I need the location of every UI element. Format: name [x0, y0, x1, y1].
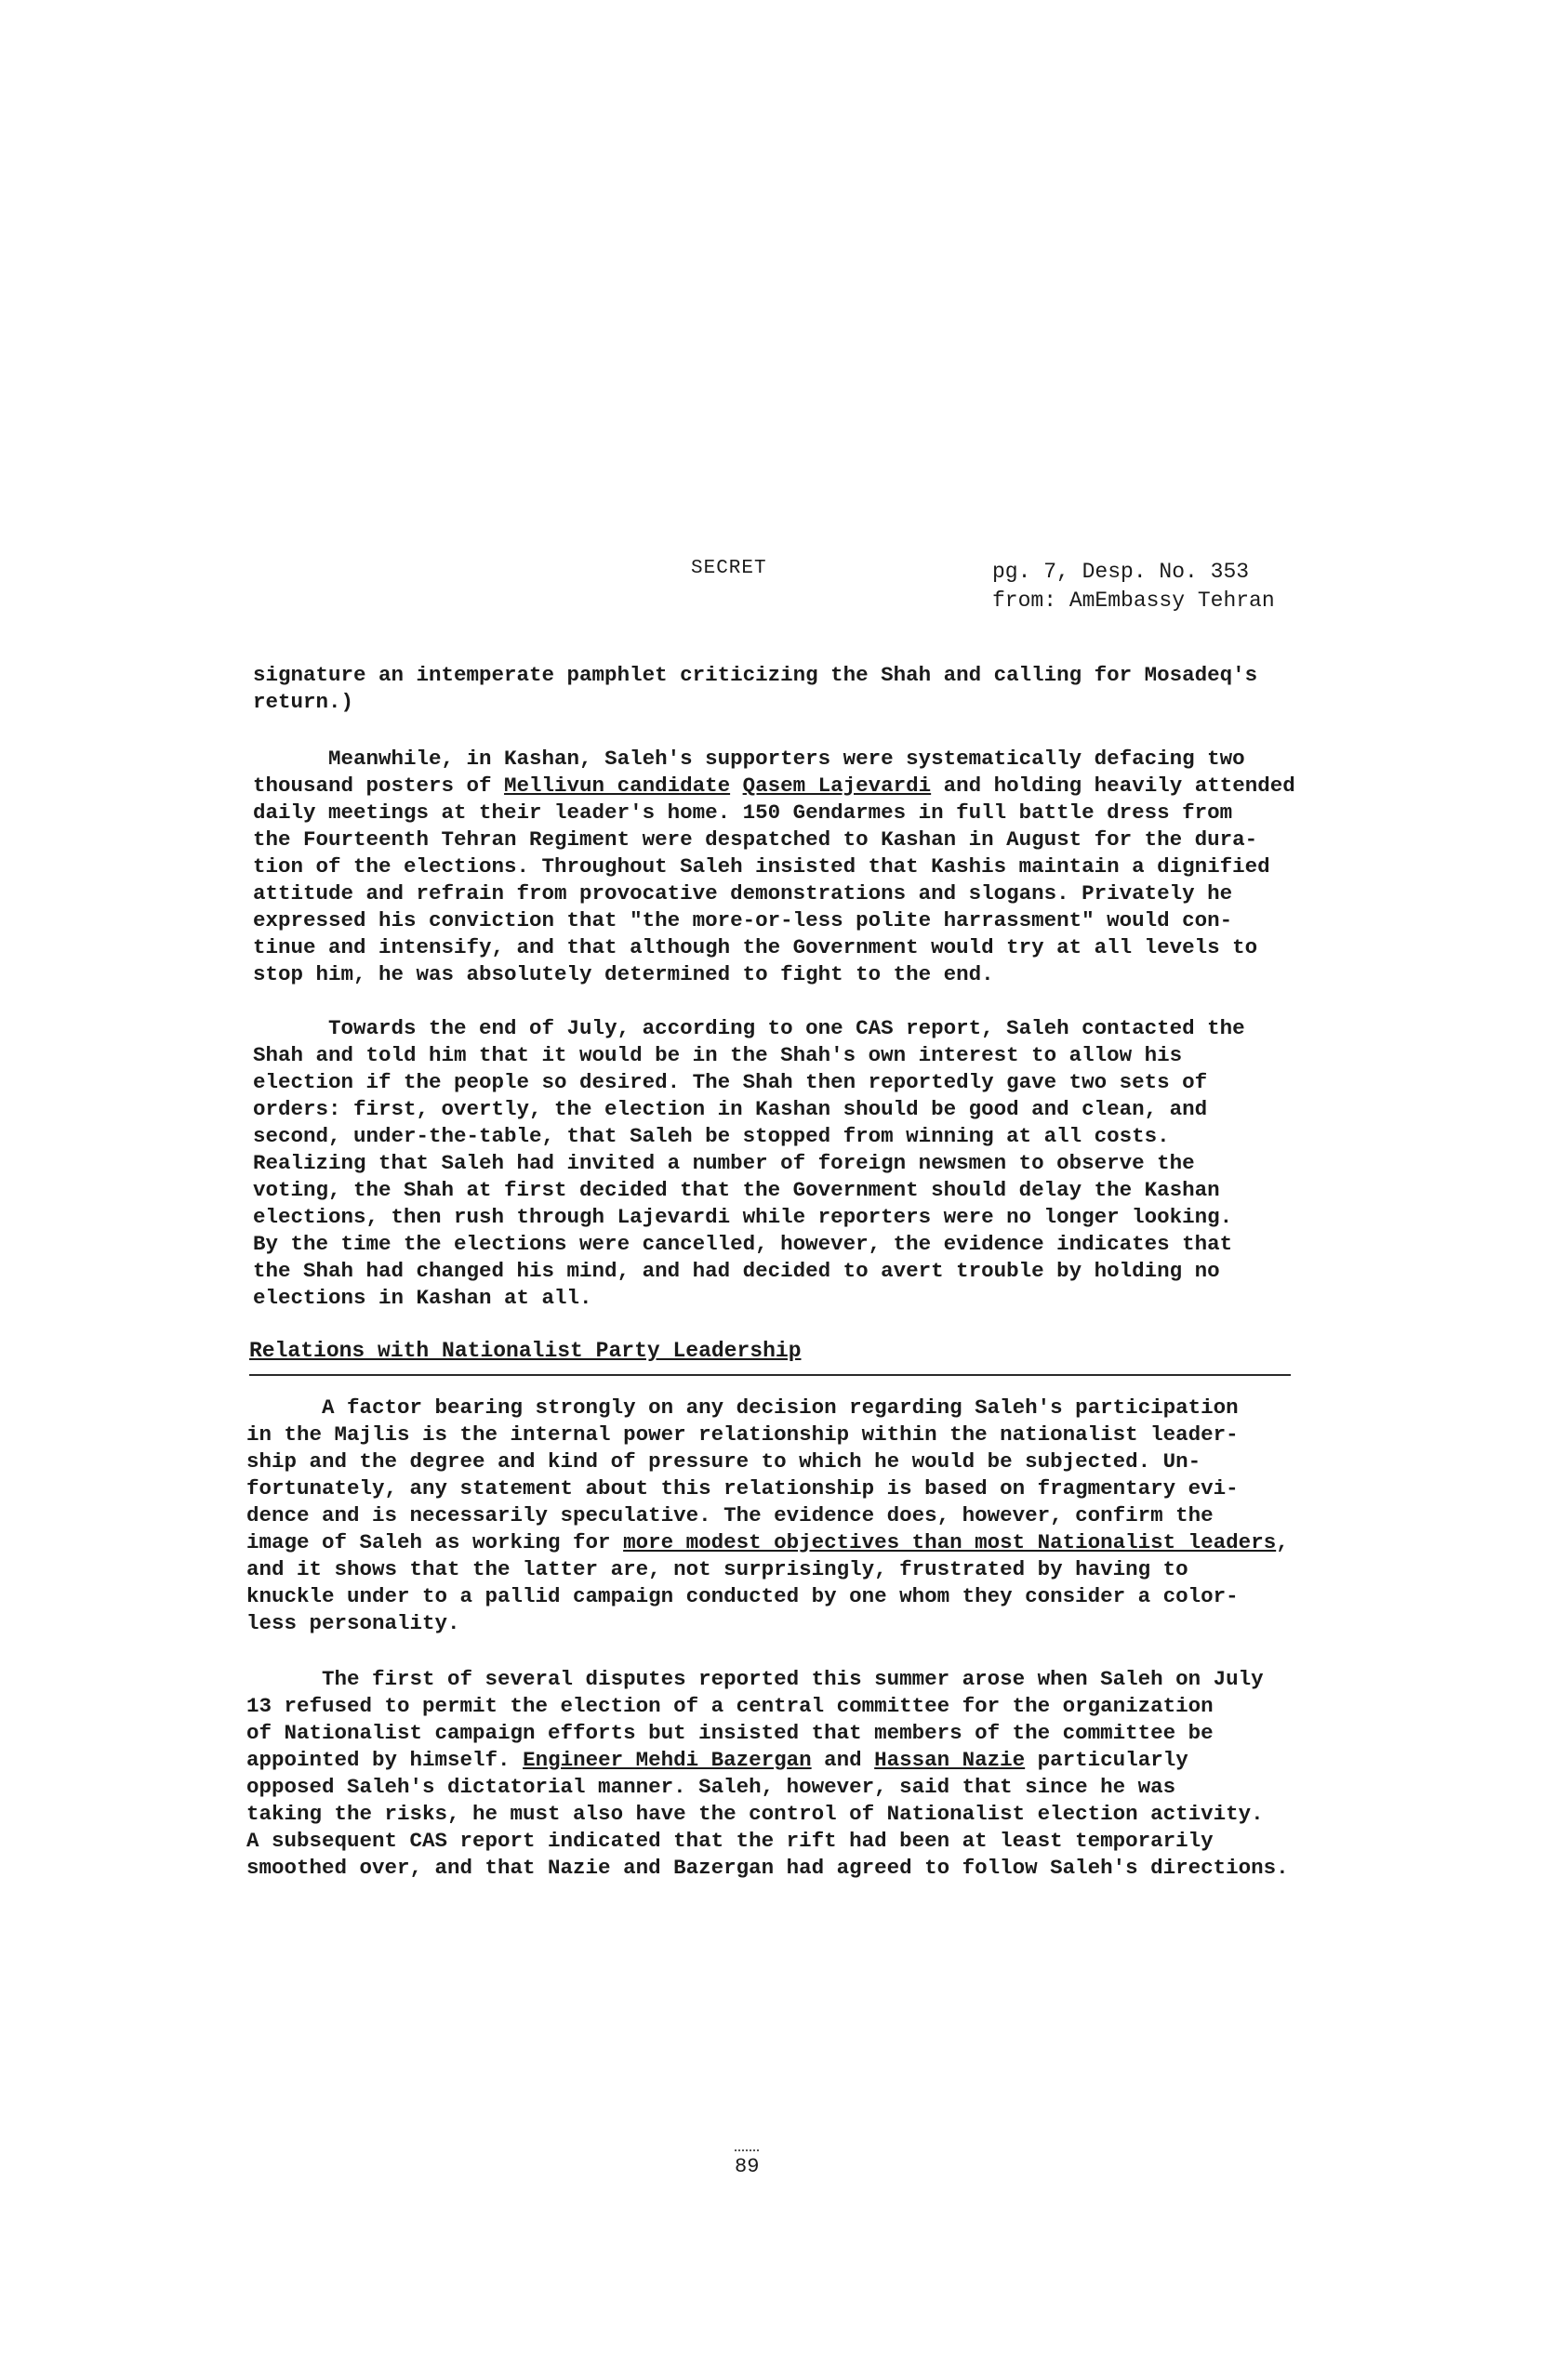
- text-run: The first of several disputes reported this summer arose when Saleh on July 13 refused to permit the election of a central committee for the organization of Nationalist campaign efforts but insisted that members of the committee be appointed by himself.: [246, 1667, 1264, 1772]
- section-heading: [249, 1339, 802, 1363]
- text-run: Meanwhile, in Kashan, Saleh's supporters were systematically defacing two thousand posters of: [253, 747, 1245, 798]
- text-run: [730, 774, 743, 798]
- text-run: and: [811, 1748, 875, 1772]
- page-reference: pg. 7, Desp. No. 353: [992, 560, 1250, 584]
- from-line: from: AmEmbassy Tehran: [992, 588, 1275, 613]
- underlined-candidate: Mellivun candidate: [504, 774, 731, 798]
- underlined-name: Engineer Mehdi Bazergan: [523, 1748, 812, 1772]
- heading-rule: [249, 1374, 1291, 1376]
- paragraph-disputes: [246, 1666, 1376, 1882]
- page-number: 89: [735, 2149, 759, 2178]
- despatch-reference: [992, 558, 1275, 615]
- classification-marking: SECRET: [691, 558, 767, 579]
- text-run: particularly opposed Saleh's dictatorial manner. Saleh, however, said that since he was taking the risks, he must also have the control of Nationalist election activity. A subsequent CAS report indicated that the rift had been at least temporarily smoothed over, and that Nazie and Bazergan had agreed to follow Saleh's directions.: [246, 1748, 1289, 1880]
- paragraph-shah-orders: Towards the end of July, according to one CAS report, Saleh contacted the Shah and told him that it would be in the Shah's own interest to allow his election if the people so desired. The Shah then reportedly gave two sets of orders: first, overtly, the election in Kashan should be good and clean, and second, under-the-table, that Saleh be stopped from winning at all costs. Realizing that Saleh had invited a number of foreign newsmen to observe the voting, the Shah at first decided that the Government should delay the Kashan elections, then rush through Lajevardi while reporters were no longer looking. By the time the elections were cancelled, however, the evidence indicates that the Shah had changed his mind, and had decided to avert trouble by holding no elections in Kashan at all.: [253, 1016, 1245, 1310]
- underlined-name: Hassan Nazie: [874, 1748, 1026, 1772]
- paragraph-continuation: signature an intemperate pamphlet criticizing the Shah and calling for Mosadeq's return.): [253, 663, 1258, 714]
- paragraph-power-relationship: [246, 1395, 1376, 1637]
- text-run: A factor bearing strongly on any decision regarding Saleh's participation in the Majlis is the internal power relationship within the nationalist leader- ship and the degree and kind of pressure to which he would be subjected. Un- fortunately, any statement about this relationship is based on fragmentary evi- dence and is necessarily speculative. The evidence does, however, confirm the image of Saleh as working for: [246, 1395, 1239, 1554]
- paragraph-kashan-supporters: [253, 746, 1374, 988]
- section-heading-text: Relations with Nationalist Party Leadership: [249, 1339, 802, 1363]
- underlined-objectives: more modest objectives than most Nationalist leaders: [623, 1530, 1277, 1554]
- text-run: and holding heavily attended daily meetings at their leader's home. 150 Gendarmes in full battle dress from the Fourteenth Tehran Regiment were despatched to Kashan in August for the dura- tion of the elections. Throughout Saleh insisted that Kashis maintain a dignified attitude and refrain from provocative demonstrations and slogans. Privately he expressed his conviction that "the more-or-less polite harrassment" would con- tinue and intensify, and that although the Government would try at all levels to stop him, he was absolutely determined to fight to the end.: [253, 774, 1295, 986]
- underlined-name: Qasem Lajevardi: [742, 774, 932, 798]
- text-run: , and it shows that the latter are, not surprisingly, frustrated by having to knuckle under to a pallid campaign conducted by one whom they consider a color- less personality.: [246, 1530, 1289, 1635]
